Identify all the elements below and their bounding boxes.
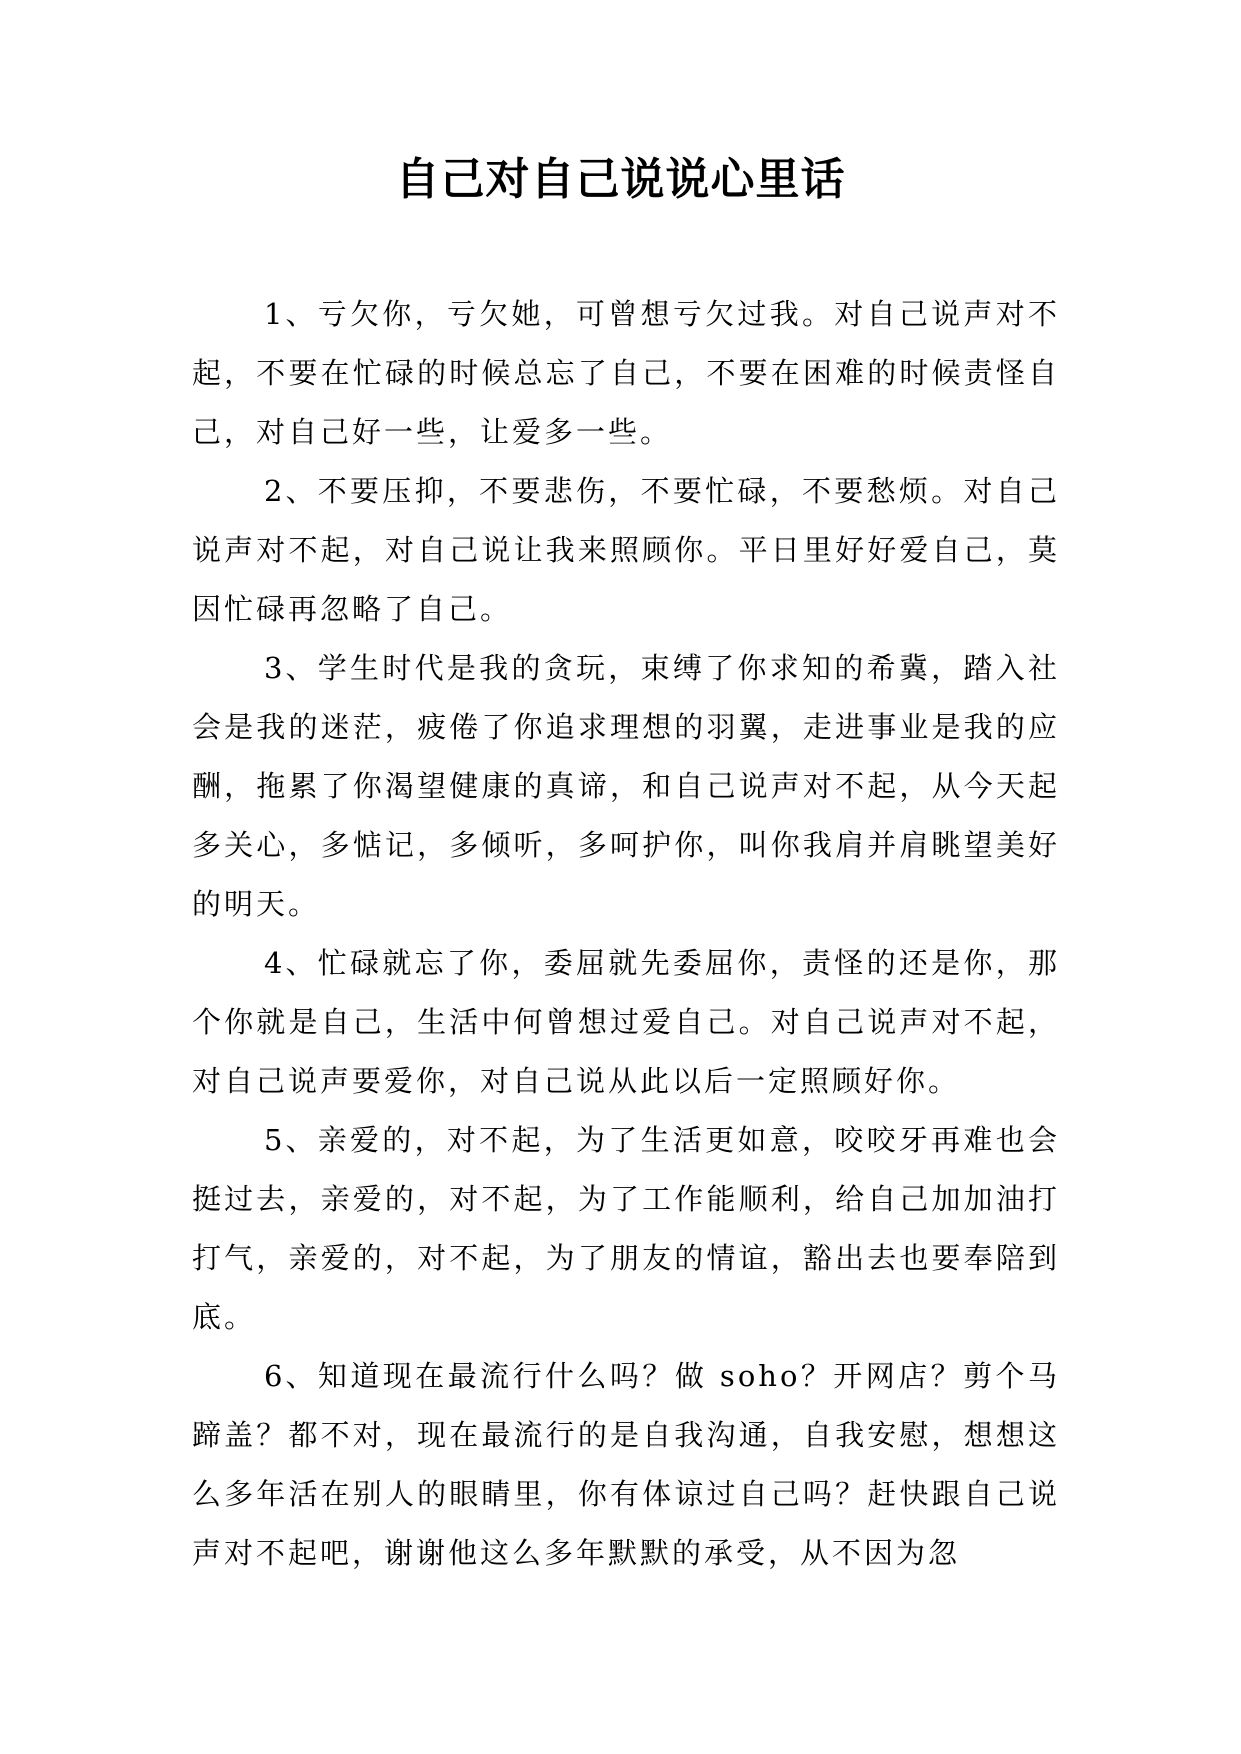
document-body xyxy=(192,285,1060,1583)
page-title: 自己对自己说说心里话 xyxy=(395,154,846,205)
paragraph-number: 4、 xyxy=(264,946,318,980)
paragraph-text: 知道现在最流行什么吗？做 soho？开网店？剪个马蹄盖？都不对，现在最流行的是自我沟通，自我安慰，想想这么多年活在别人的眼睛里，你有体谅过自己吗？赶快跟自己说声对不起吧，谢谢他这么多年默默的承受，从不因为忽 xyxy=(192,1359,1060,1570)
paragraph-text: 学生时代是我的贪玩，束缚了你求知的希冀，踏入社会是我的迷茫，疲倦了你追求理想的羽翼，走进事业是我的应酬，拖累了你渴望健康的真谛，和自己说声对不起，从今天起多关心，多惦记，多倾听，多呵护你，叫你我肩并肩眺望美好的明天。 xyxy=(192,651,1060,921)
paragraph-number: 1、 xyxy=(264,297,318,331)
paragraph-1 xyxy=(192,285,1060,462)
paragraph-text: 亏欠你，亏欠她，可曾想亏欠过我。对自己说声对不起，不要在忙碌的时候总忘了自己，不要在困难的时候责怪自己，对自己好一些，让爱多一些。 xyxy=(192,297,1060,449)
paragraph-4 xyxy=(192,934,1060,1111)
paragraph-text: 不要压抑，不要悲伤，不要忙碌，不要愁烦。对自己说声对不起，对自己说让我来照顾你。平日里好好爱自己，莫因忙碌再忽略了自己。 xyxy=(192,474,1060,626)
paragraph-number: 2、 xyxy=(264,474,318,508)
paragraph-2 xyxy=(192,462,1060,639)
paragraph-6 xyxy=(192,1347,1060,1583)
paragraph-text: 忙碌就忘了你，委屈就先委屈你，责怪的还是你，那个你就是自己，生活中何曾想过爱自己。对自己说声对不起，对自己说声要爱你，对自己说从此以后一定照顾好你。 xyxy=(192,946,1060,1098)
paragraph-number: 6、 xyxy=(264,1359,318,1393)
paragraph-number: 3、 xyxy=(264,651,318,685)
paragraph-number: 5、 xyxy=(264,1123,318,1157)
paragraph-5 xyxy=(192,1111,1060,1347)
paragraph-text: 亲爱的，对不起，为了生活更如意，咬咬牙再难也会挺过去，亲爱的，对不起，为了工作能顺利，给自己加加油打打气，亲爱的，对不起，为了朋友的情谊，豁出去也要奉陪到底。 xyxy=(192,1123,1060,1334)
paragraph-3 xyxy=(192,639,1060,934)
